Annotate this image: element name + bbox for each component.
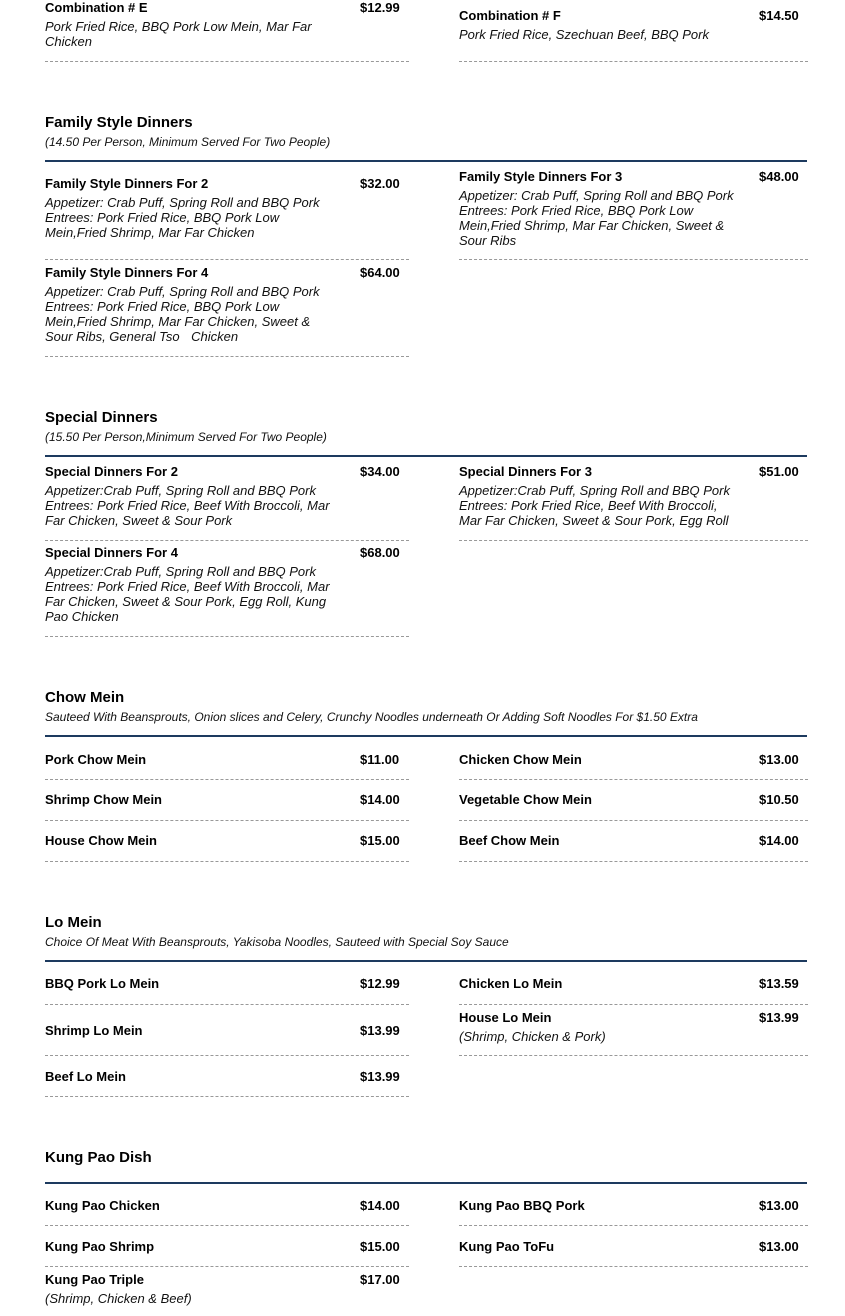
item-name: Family Style Dinners For 2 [45,176,209,191]
menu-item-shrimp-lo-mein[interactable] [45,1023,409,1056]
item-name: Beef Lo Mein [45,1069,126,1084]
item-price: $13.00 [759,1239,799,1254]
item-price: $15.00 [360,833,400,848]
item-name: Combination # E [45,0,148,15]
item-price: $12.99 [360,0,400,15]
item-name: Chicken Lo Mein [459,976,563,991]
item-description: Appetizer:Crab Puff, Spring Roll and BBQ Pork Entrees: Pork Fried Rice, Beef With Broccoli, Mar Far Chicken, Sweet & Sour Pork, Egg Roll [459,483,730,528]
menu-item-combination-e[interactable] [45,0,409,62]
item-name: Beef Chow Mein [459,833,560,848]
section-divider [45,735,807,737]
section-divider [45,960,807,962]
item-price: $48.00 [759,169,799,184]
item-name: Kung Pao BBQ Pork [459,1198,585,1213]
item-price: $14.00 [759,833,799,848]
menu-item-chicken-chow-mein[interactable] [459,752,808,780]
menu-item-combination-f[interactable] [459,8,808,62]
menu-item-kung-pao-tofu[interactable] [459,1239,808,1267]
section-title-lo-mein: Lo Mein [45,914,102,931]
item-price: $32.00 [360,176,400,191]
menu-item-special-for-2[interactable] [45,464,409,541]
menu-item-kung-pao-triple[interactable] [45,1272,409,1316]
menu-item-special-for-3[interactable] [459,464,808,541]
item-description: Pork Fried Rice, BBQ Pork Low Mein, Mar Far Chicken [45,19,312,49]
section-title-family-style: Family Style Dinners [45,114,193,131]
item-price: $51.00 [759,464,799,479]
item-name: BBQ Pork Lo Mein [45,976,160,991]
menu-item-house-chow-mein[interactable] [45,833,409,862]
menu-item-kung-pao-bbq-pork[interactable] [459,1198,808,1226]
item-description: Appetizer:Crab Puff, Spring Roll and BBQ Pork Entrees: Pork Fried Rice, Beef With Broccoli, Mar Far Chicken, Sweet & Sour Pork, Egg Roll, Kung Pao Chicken [45,564,330,624]
item-description: Pork Fried Rice, Szechuan Beef, BBQ Pork [459,27,709,42]
item-name: House Lo Mein [459,1010,552,1025]
section-title-chow-mein: Chow Mein [45,689,125,706]
item-price: $13.00 [759,1198,799,1213]
menu-item-special-for-4[interactable] [45,545,409,637]
item-name: Pork Chow Mein [45,752,147,767]
menu-item-house-lo-mein[interactable] [459,1010,808,1056]
item-name: Shrimp Lo Mein [45,1023,143,1038]
section-subtitle-special-dinners: (15.50 Per Person,Minimum Served For Two People) [45,430,327,444]
menu-item-beef-lo-mein[interactable] [45,1069,409,1097]
item-name: Family Style Dinners For 3 [459,169,623,184]
item-name: Special Dinners For 4 [45,545,178,560]
item-price: $13.00 [759,752,799,767]
item-price: $15.00 [360,1239,400,1254]
item-description: Appetizer: Crab Puff, Spring Roll and BBQ Pork Entrees: Pork Fried Rice, BBQ Pork Low Mein,Fried Shrimp, Mar Far Chicken, Sweet & Sour Ribs [459,188,734,248]
section-title-kung-pao: Kung Pao Dish [45,1149,152,1166]
menu-item-family-for-4[interactable] [45,265,409,357]
section-divider [45,160,807,162]
item-name: Shrimp Chow Mein [45,792,162,807]
item-price: $13.59 [759,976,799,991]
menu-item-kung-pao-chicken[interactable] [45,1198,409,1226]
item-price: $12.99 [360,976,400,991]
item-name: House Chow Mein [45,833,157,848]
item-name: Special Dinners For 3 [459,464,592,479]
section-subtitle-family-style: (14.50 Per Person, Minimum Served For Two People) [45,135,331,149]
section-divider [45,455,807,457]
item-price: $34.00 [360,464,400,479]
menu-item-beef-chow-mein[interactable] [459,833,808,862]
item-price: $10.50 [759,792,799,807]
item-name: Kung Pao Triple [45,1272,144,1287]
menu-item-vegetable-chow-mein[interactable] [459,792,808,821]
item-name: Family Style Dinners For 4 [45,265,209,280]
item-price: $14.50 [759,8,799,23]
item-price: $13.99 [360,1069,400,1084]
menu-item-pork-chow-mein[interactable] [45,752,409,780]
item-name: Chicken Chow Mein [459,752,582,767]
item-price: $17.00 [360,1272,400,1287]
item-name: Kung Pao Chicken [45,1198,160,1213]
menu-item-bbq-pork-lo-mein[interactable] [45,976,409,1005]
section-subtitle-lo-mein: Choice Of Meat With Beansprouts, Yakisoba Noodles, Sauteed with Special Soy Sauce [45,935,509,949]
item-price: $13.99 [360,1023,400,1038]
item-price: $14.00 [360,792,400,807]
item-name: Vegetable Chow Mein [459,792,592,807]
item-description: Appetizer: Crab Puff, Spring Roll and BBQ Pork Entrees: Pork Fried Rice, BBQ Pork Low Mein,Fried Shrimp, Mar Far Chicken, Sweet & Sour Ribs, General Tso Chicken [45,284,320,344]
section-title-special-dinners: Special Dinners [45,409,158,426]
item-price: $13.99 [759,1010,799,1025]
item-description: Appetizer:Crab Puff, Spring Roll and BBQ Pork Entrees: Pork Fried Rice, Beef With Broccoli, Mar Far Chicken, Sweet & Sour Pork [45,483,330,528]
section-subtitle-chow-mein: Sauteed With Beansprouts, Onion slices and Celery, Crunchy Noodles underneath Or Adding Soft Noodles For $1.50 Extra [45,710,698,724]
menu-item-chicken-lo-mein[interactable] [459,976,808,1005]
item-description: Appetizer: Crab Puff, Spring Roll and BBQ Pork Entrees: Pork Fried Rice, BBQ Pork Low Mein,Fried Shrimp, Mar Far Chicken [45,195,320,240]
section-divider [45,1182,807,1184]
item-name: Kung Pao ToFu [459,1239,555,1254]
menu-item-family-for-3[interactable] [459,169,808,260]
menu-item-kung-pao-shrimp[interactable] [45,1239,409,1267]
item-name: Kung Pao Shrimp [45,1239,155,1254]
item-price: $68.00 [360,545,400,560]
item-name: Special Dinners For 2 [45,464,178,479]
item-price: $11.00 [360,752,400,767]
item-price: $14.00 [360,1198,400,1213]
item-price: $64.00 [360,265,400,280]
item-description: (Shrimp, Chicken & Beef) [45,1291,192,1306]
item-description: (Shrimp, Chicken & Pork) [459,1029,606,1044]
menu-item-family-for-2[interactable] [45,176,409,260]
menu-item-shrimp-chow-mein[interactable] [45,792,409,821]
item-name: Combination # F [459,8,561,23]
